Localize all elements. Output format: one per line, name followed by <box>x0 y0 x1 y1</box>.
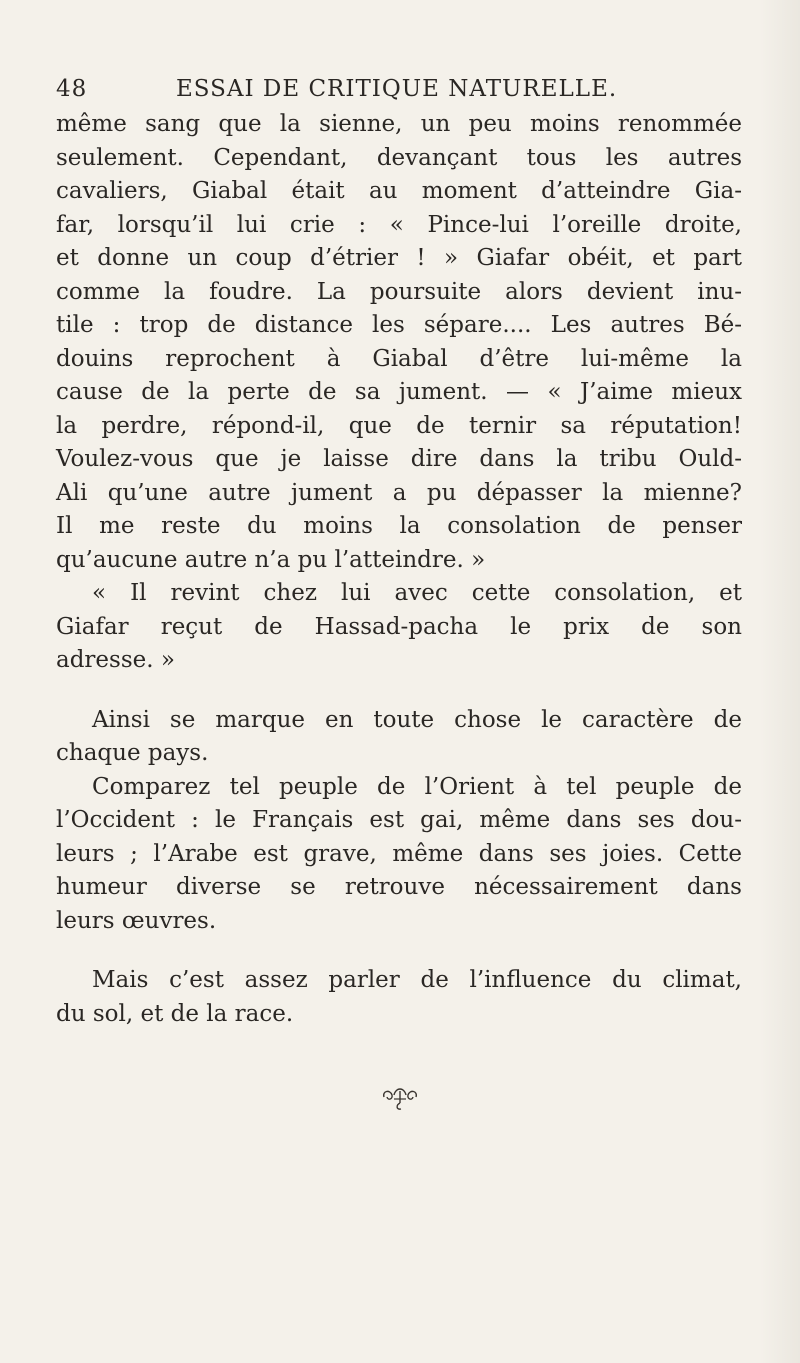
text-line: Voulez-vous que je laisse dire dans la tribu Ould- <box>56 446 742 472</box>
text-line: qu’aucune autre n’a pu l’atteindre. » <box>56 546 486 573</box>
text-line: Giafar reçut de Hassad-pacha le prix de son <box>56 613 742 640</box>
text-line: « Il revint chez lui avec cette consolation, et <box>92 580 742 606</box>
text-line: far, lorsqu’il lui crie : « Pince-lui l’oreille droite, <box>56 211 742 238</box>
text-line: l’Occident : le Français est gai, même dans ses dou- <box>56 807 742 833</box>
text-line: adresse. » <box>56 647 175 673</box>
paragraph-1 <box>56 108 742 577</box>
text-line: Mais c’est assez parler de l’influence du climat, <box>92 967 742 993</box>
text-line: Comparez tel peuple de l’Orient à tel peuple de <box>92 773 742 800</box>
running-head <box>56 74 746 104</box>
text-line: tile : trop de distance les sépare.... Les autres Bé- <box>56 312 742 338</box>
text-line: humeur diverse se retrouve nécessairement dans <box>56 874 742 900</box>
text-line: même sang que la sienne, un peu moins renommée <box>56 111 742 137</box>
text-line: la perdre, répond-il, que de ternir sa réputation! <box>56 412 742 439</box>
body-text <box>56 108 742 1031</box>
text-line: douins reprochent à Giabal d’être lui-même la <box>56 345 742 372</box>
paragraph-4 <box>56 771 742 939</box>
text-line: chaque pays. <box>56 740 209 766</box>
section-gap <box>56 678 742 704</box>
paragraph-2 <box>56 577 742 678</box>
header-title: ESSAI DE CRITIQUE NATURELLE. <box>176 76 618 102</box>
section-gap <box>56 938 742 964</box>
page-edge-shadow <box>760 0 800 1363</box>
text-line: Ali qu’une autre jument a pu dépasser la mienne? <box>56 479 742 506</box>
text-line: et donne un coup d’étrier ! » Giafar obéit, et part <box>56 245 742 271</box>
fleuron-ornament-icon <box>380 1083 420 1113</box>
text-line: Ainsi se marque en toute chose le caractère de <box>92 706 742 733</box>
text-line: du sol, et de la race. <box>56 1000 294 1027</box>
text-line: seulement. Cependant, devançant tous les autres <box>56 144 742 171</box>
text-line: Il me reste du moins la consolation de penser <box>56 513 742 539</box>
paragraph-3 <box>56 704 742 771</box>
text-line: leurs ; l’Arabe est grave, même dans ses joies. Cette <box>56 840 742 867</box>
text-line: leurs œuvres. <box>56 907 217 934</box>
text-line: cavaliers, Giabal était au moment d’atteindre Gia- <box>56 178 742 204</box>
paragraph-5 <box>56 964 742 1031</box>
page-number: 48 <box>56 76 88 102</box>
text-line: comme la foudre. La poursuite alors devient inu- <box>56 278 742 305</box>
text-line: cause de la perte de sa jument. — « J’aime mieux <box>56 379 742 405</box>
